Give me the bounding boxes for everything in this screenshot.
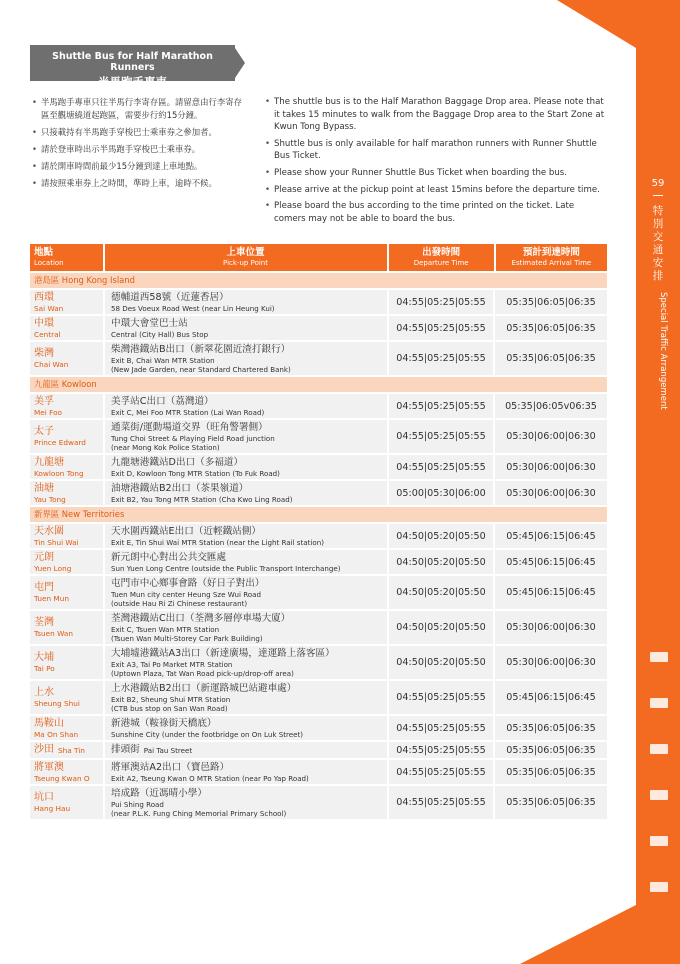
pickup-zh: 中環大會堂巴士站 — [111, 317, 188, 329]
section-tab[interactable] — [650, 744, 668, 754]
pickup-zh: 荃灣港鐵站C出口（荃灣多層停車場大廈） — [111, 612, 291, 624]
location-cell — [30, 524, 105, 548]
location-cell — [30, 550, 105, 574]
table-header — [30, 244, 607, 271]
pickup-zh: 九龍塘港鐵站D出口（多福道） — [111, 456, 244, 468]
section-header — [30, 45, 235, 89]
pickup-en: Tuen Mun city center Heung Sze Wui Road — [111, 589, 261, 599]
header-pickup — [105, 244, 389, 271]
pickup-en: Exit C, Mei Foo MTR Station (Lai Wan Road) — [111, 407, 265, 417]
note-item: • 請於開車時間前最少15分鐘到達上車地點。 — [32, 160, 242, 173]
location-en: Sai Wan — [34, 303, 64, 313]
pickup-cell — [105, 524, 389, 548]
pickup-en: 58 Des Voeux Road West (near Lin Heung Kui) — [111, 303, 275, 313]
location-cell — [30, 716, 105, 740]
location-zh: 油塘 — [34, 482, 54, 494]
arrival-time: 05:35|06:05|06:35 — [495, 742, 607, 758]
pickup-en: Pui Shing Road — [111, 799, 164, 809]
departure-time: 04:50|05:20|05:50 — [389, 576, 495, 609]
location-cell — [30, 342, 105, 375]
section-header-zh: 半馬跑手專車 — [98, 75, 167, 89]
table-body — [30, 273, 607, 819]
header-arrow-icon — [233, 45, 245, 81]
location-zh: 中環 — [34, 317, 54, 329]
pickup-zh: 培成路（近馮晴小學） — [111, 787, 207, 799]
location-en: Central — [34, 329, 61, 339]
pickup-cell — [105, 455, 389, 479]
section-tab[interactable] — [650, 652, 668, 662]
arrival-time: 05:35|06:05|06:35 — [495, 786, 607, 819]
pickup-cell — [105, 760, 389, 784]
section-header-en: Shuttle Bus for Half Marathon Runners — [52, 51, 213, 73]
pickup-zh: 柴灣港鐵站B出口（新翠花園近渣打銀行） — [111, 343, 291, 355]
location-zh: 柴灣 — [34, 348, 54, 359]
page-number-divider — [653, 195, 663, 196]
pickup-en: (CTB bus stop on San Wan Road) — [111, 703, 228, 713]
section-tab[interactable] — [650, 836, 668, 846]
location-cell — [30, 760, 105, 784]
band-bottom-corner — [520, 905, 636, 964]
pickup-en: Exit A2, Tseung Kwan O MTR Station (near Po Yap Road) — [111, 773, 309, 783]
location-en: Sha Tin — [58, 745, 85, 755]
arrival-time: 05:35|06:05v06:35 — [495, 394, 607, 418]
section-tab[interactable] — [650, 882, 668, 892]
location-cell — [30, 420, 105, 453]
pickup-cell — [105, 716, 389, 740]
table-row — [30, 576, 607, 609]
table-row — [30, 420, 607, 453]
table-row — [30, 316, 607, 340]
note-item: • 請於登車時出示半馬跑手穿梭巴士乘車券。 — [32, 143, 242, 156]
location-zh: 美孚 — [34, 395, 54, 407]
location-cell — [30, 394, 105, 418]
header-location — [30, 244, 105, 271]
location-zh: 元朗 — [34, 551, 54, 563]
region-row: 九龍區 Kowloon — [30, 377, 607, 392]
note-item: • 請按照乘車券上之時間，準時上車，逾時不候。 — [32, 177, 242, 190]
location-en: Yau Tong — [34, 494, 66, 504]
location-zh: 荃灣 — [34, 617, 54, 628]
pickup-cell — [105, 742, 389, 758]
location-en: Tin Shui Wai — [34, 537, 79, 547]
arrival-time: 05:45|06:15|06:45 — [495, 681, 607, 714]
pickup-en: Sun Yuen Long Centre (outside the Public Transport Interchange) — [111, 563, 341, 573]
arrival-time: 05:45|06:15|06:45 — [495, 550, 607, 574]
section-tabs — [650, 652, 668, 928]
location-en: Chai Wan — [34, 360, 69, 369]
note-item: • Please arrive at the pickup point at least 15mins before the departure time. — [265, 184, 605, 197]
location-en: Yuen Long — [34, 563, 72, 573]
pickup-zh: 天水圍西鐵站E出口（近輕鐵站側） — [111, 525, 261, 537]
pickup-en: Tung Choi Street & Playing Field Road junction — [111, 433, 275, 443]
table-row — [30, 742, 607, 758]
location-cell — [30, 611, 105, 644]
departure-time: 04:55|05:25|05:55 — [389, 420, 495, 453]
notes-zh — [32, 96, 242, 194]
location-zh: 沙田 — [34, 744, 54, 755]
pickup-cell — [105, 316, 389, 340]
pickup-zh: 通菜街/運動場道交界（旺角警署側） — [111, 421, 268, 433]
header-departure — [389, 244, 496, 271]
departure-time: 04:55|05:25|05:55 — [389, 681, 495, 714]
table-row — [30, 646, 607, 679]
header-departure-en: Departure Time — [413, 259, 469, 267]
pickup-cell — [105, 394, 389, 418]
location-cell — [30, 290, 105, 314]
pickup-zh: 新元朗中心對出公共交匯處 — [111, 551, 227, 563]
table-row — [30, 681, 607, 714]
table-row — [30, 786, 607, 819]
location-zh: 天水圍 — [34, 525, 64, 537]
location-en: Tai Po — [34, 664, 55, 673]
table-row — [30, 481, 607, 505]
location-zh: 坑口 — [34, 792, 54, 803]
location-zh: 將軍澳 — [34, 761, 64, 773]
shuttle-schedule-table — [30, 244, 607, 819]
arrival-time: 05:30|06:00|06:30 — [495, 420, 607, 453]
departure-time: 04:50|05:20|05:50 — [389, 524, 495, 548]
pickup-en: (near P.L.K. Fung Ching Memorial Primary School) — [111, 808, 287, 818]
table-row — [30, 611, 607, 644]
location-cell — [30, 646, 105, 679]
pickup-en: Exit B2, Sheung Shui MTR Station — [111, 694, 231, 704]
arrival-time: 05:35|06:05|06:35 — [495, 760, 607, 784]
pickup-cell — [105, 550, 389, 574]
pickup-en: Exit E, Tin Shui Wai MTR Station (near the Light Rail station) — [111, 537, 324, 547]
pickup-en: Pai Tau Street — [143, 745, 193, 755]
table-row — [30, 550, 607, 574]
pickup-en: (Uptown Plaza, Tat Wan Road pick-up/drop-off area) — [111, 668, 294, 678]
notes-en — [265, 96, 605, 229]
location-cell — [30, 481, 105, 505]
header-arrival-en: Estimated Arrival Time — [511, 259, 592, 267]
location-en: Mei Foo — [34, 407, 62, 417]
arrival-time: 05:35|06:05|06:35 — [495, 316, 607, 340]
location-cell — [30, 742, 105, 758]
note-item: • The shuttle bus is to the Half Marathon Baggage Drop area. Please note that it takes 15 minutes to walk from the Baggage Drop area to the Start Zone at Kwun Tong Bypass. — [265, 96, 605, 134]
section-title-en: Special Traffic Arrangement — [658, 292, 668, 410]
location-zh: 西環 — [34, 291, 54, 303]
pickup-cell — [105, 481, 389, 505]
arrival-time: 05:45|06:15|06:45 — [495, 576, 607, 609]
pickup-zh: 將軍澳站A2出口（寶邑路） — [111, 761, 230, 773]
departure-time: 04:55|05:25|05:55 — [389, 716, 495, 740]
location-en: Prince Edward — [34, 438, 86, 447]
location-zh: 馬鞍山 — [34, 717, 64, 729]
pickup-cell — [105, 290, 389, 314]
pickup-en: Exit A3, Tai Po Market MTR Station — [111, 659, 233, 669]
location-en: Kowloon Tong — [34, 468, 84, 478]
location-en: Tsuen Wan — [34, 629, 73, 638]
note-item: • 只接載持有半馬跑手穿梭巴士乘車券之參加者。 — [32, 126, 242, 139]
header-arrival — [496, 244, 607, 271]
pickup-en: Exit B, Chai Wan MTR Station — [111, 355, 215, 365]
arrival-time: 05:35|06:05|06:35 — [495, 716, 607, 740]
departure-time: 04:50|05:20|05:50 — [389, 611, 495, 644]
section-tab[interactable] — [650, 790, 668, 800]
departure-time: 04:55|05:25|05:55 — [389, 316, 495, 340]
location-en: Hang Hau — [34, 804, 71, 813]
departure-time: 04:55|05:25|05:55 — [389, 290, 495, 314]
arrival-time: 05:30|06:00|06:30 — [495, 455, 607, 479]
note-item: • Please board the bus according to the time printed on the ticket. Late comers may not be able to board the bus. — [265, 200, 605, 225]
departure-time: 04:55|05:25|05:55 — [389, 394, 495, 418]
departure-time: 04:50|05:20|05:50 — [389, 550, 495, 574]
section-tab[interactable] — [650, 698, 668, 708]
location-cell — [30, 316, 105, 340]
table-row — [30, 716, 607, 740]
location-en: Tseung Kwan O — [34, 773, 90, 783]
arrival-time: 05:45|06:15|06:45 — [495, 524, 607, 548]
pickup-en: (New Jade Garden, near Standard Chartered Bank) — [111, 364, 291, 374]
location-en: Sheung Shui — [34, 699, 80, 708]
pickup-en: Central (City Hall) Bus Stop — [111, 329, 209, 339]
note-item: • Shuttle bus is only available for half marathon runners with Runner Shuttle Bus Ticket. — [265, 138, 605, 163]
arrival-time: 05:30|06:00|06:30 — [495, 481, 607, 505]
departure-time: 04:55|05:25|05:55 — [389, 760, 495, 784]
pickup-cell — [105, 646, 389, 679]
pickup-zh: 新港城（鞍祿街天橋底） — [111, 717, 217, 729]
pickup-cell — [105, 576, 389, 609]
location-zh: 九龍塘 — [34, 456, 64, 468]
location-cell — [30, 576, 105, 609]
arrival-time: 05:35|06:05|06:35 — [495, 342, 607, 375]
departure-time: 04:55|05:25|05:55 — [389, 455, 495, 479]
table-row — [30, 455, 607, 479]
table-row — [30, 760, 607, 784]
header-arrival-zh: 預計到達時間 — [522, 247, 580, 258]
table-row — [30, 290, 607, 314]
departure-time: 04:55|05:25|05:55 — [389, 786, 495, 819]
location-en: Ma On Shan — [34, 729, 79, 739]
pickup-en: Exit B2, Yau Tong MTR Station (Cha Kwo Ling Road) — [111, 494, 293, 504]
pickup-en: (near Mong Kok Police Station) — [111, 442, 220, 452]
pickup-cell — [105, 681, 389, 714]
pickup-cell — [105, 786, 389, 819]
header-pickup-en: Pick-up Point — [223, 259, 268, 267]
arrival-time: 05:35|06:05|06:35 — [495, 290, 607, 314]
section-title-zh: 特 別 交 通 安 排 — [652, 205, 664, 282]
location-zh: 屯門 — [34, 582, 54, 593]
header-departure-zh: 出發時間 — [422, 247, 461, 258]
pickup-zh: 油塘港鐵站B2出口（茶果嶺道） — [111, 482, 249, 494]
pickup-en: (outside Hau Ri Zi Chinese restaurant) — [111, 598, 248, 608]
location-zh: 大埔 — [34, 652, 54, 663]
pickup-cell — [105, 420, 389, 453]
pickup-zh: 美孚站C出口（荔灣道） — [111, 395, 214, 407]
location-cell — [30, 681, 105, 714]
pickup-zh: 排頭街 — [111, 744, 140, 755]
departure-time: 04:50|05:20|05:50 — [389, 646, 495, 679]
note-item: • Please show your Runner Shuttle Bus Ticket when boarding the bus. — [265, 167, 605, 180]
departure-time: 05:00|05:30|06:00 — [389, 481, 495, 505]
note-item: • 半馬跑手專車只往半馬行李寄存區。請留意由行李寄存區至觀塘繞道起跑區，需要步行約15分鐘。 — [32, 96, 242, 122]
location-zh: 上水 — [34, 687, 54, 698]
table-row — [30, 524, 607, 548]
header-pickup-zh: 上車位置 — [226, 247, 265, 258]
header-location-zh: 地點 — [34, 247, 54, 258]
pickup-zh: 上水港鐵站B2出口（新運路城巴站避車處） — [111, 682, 297, 694]
pickup-en: Exit D, Kowloon Tong MTR Station (To Fuk Road) — [111, 468, 280, 478]
location-cell — [30, 786, 105, 819]
pickup-en: Exit C, Tsuen Wan MTR Station — [111, 624, 220, 634]
table-row — [30, 342, 607, 375]
departure-time: 04:55|05:25|05:55 — [389, 742, 495, 758]
region-row: 新界區 New Territories — [30, 507, 607, 522]
arrival-time: 05:30|06:00|06:30 — [495, 646, 607, 679]
pickup-zh: 大埔墟港鐵站A3出口（新達廣場，達運路上落客區） — [111, 647, 335, 659]
band-top-corner — [557, 0, 636, 48]
pickup-zh: 屯門市中心鄉事會路（好日子對出） — [111, 577, 265, 589]
header-location-en: Location — [34, 259, 64, 267]
location-en: Tuen Mun — [34, 594, 69, 603]
pickup-zh: 德輔道西58號（近蓮香居） — [111, 291, 229, 303]
region-row: 港島區 Hong Kong Island — [30, 273, 607, 288]
pickup-cell — [105, 611, 389, 644]
arrival-time: 05:30|06:00|06:30 — [495, 611, 607, 644]
pickup-en: Sunshine City (under the footbridge on On Luk Street) — [111, 729, 304, 739]
table-row — [30, 394, 607, 418]
pickup-en: (Tsuen Wan Multi-Storey Car Park Building) — [111, 633, 263, 643]
page-number: 59 — [651, 178, 665, 189]
location-cell — [30, 455, 105, 479]
pickup-cell — [105, 342, 389, 375]
location-zh: 太子 — [34, 426, 54, 437]
departure-time: 04:55|05:25|05:55 — [389, 342, 495, 375]
